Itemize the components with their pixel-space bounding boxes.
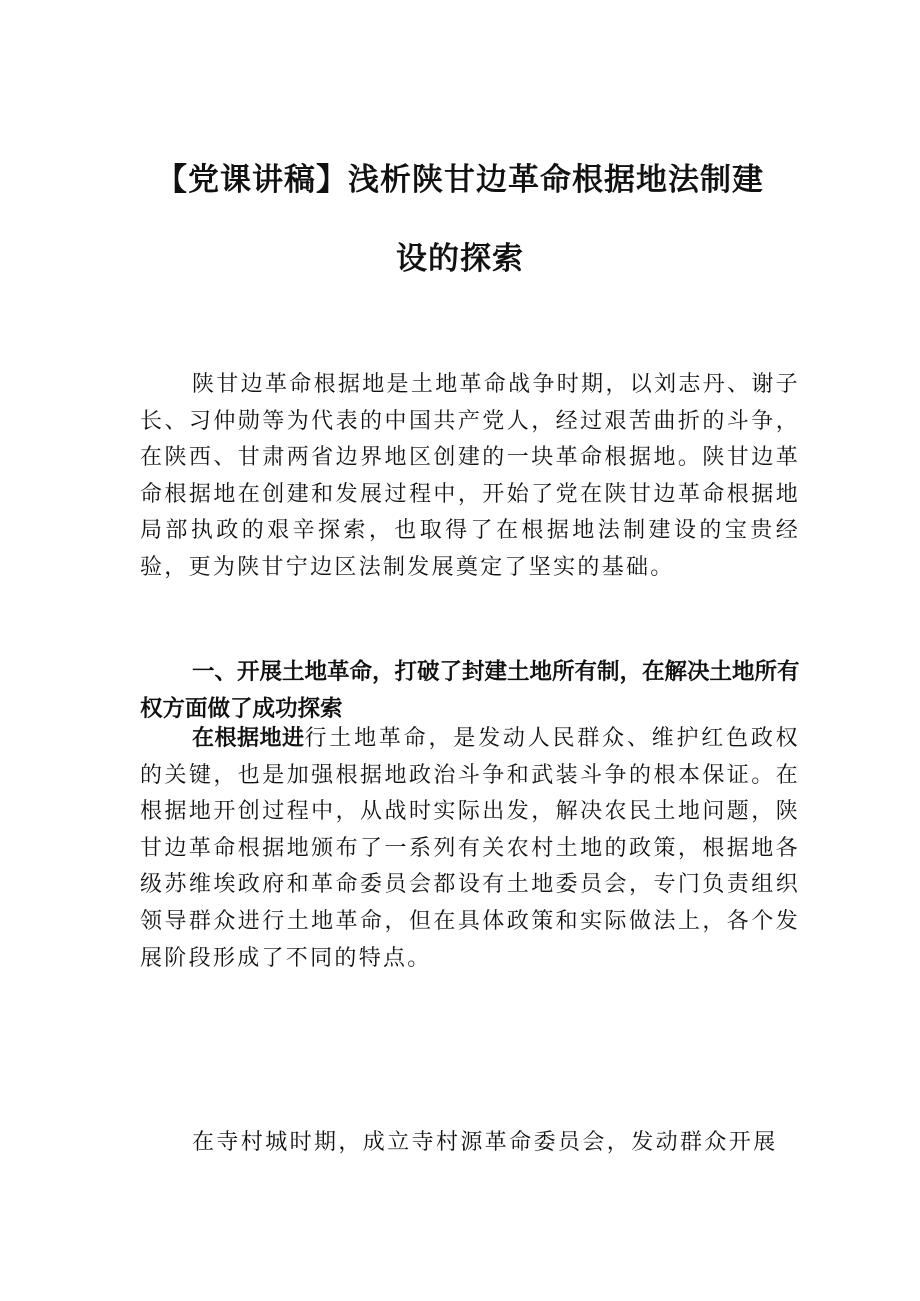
paragraph-land-revolution <box>140 721 800 977</box>
document-title-line-1: 【党课讲稿】浅析陕甘边革命根据地法制建 <box>156 162 764 198</box>
section-heading-1: 一、开展土地革命，打破了封建土地所有制，在解决土地所有权方面做了成功探索 <box>140 659 800 722</box>
paragraph-lead-bold: 在根据地进 <box>192 726 305 751</box>
document-title-line-2: 设的探索 <box>396 241 524 277</box>
paragraph-intro: 陕甘边革命根据地是土地革命战争时期，以刘志丹、谢子长、习仲勋等为代表的中国共产党人，经过艰苦曲折的斗争，在陕西、甘肃两省边界地区创建的一块革命根据地。陕甘边革命根据地在创建和发展过程中，开始了党在陕甘边革命根据地局部执政的艰辛探索，也取得了在根据地法制建设的宝贵经验，更为陕甘宁边区法制发展奠定了坚实的基础。 <box>140 372 800 580</box>
paragraph-body: 行土地革命，是发动人民群众、维护红色政权的关键，也是加强根据地政治斗争和武装斗争的根本保证。在根据地开创过程中，从战时实际出发，解决农民土地问题，陕甘边革命根据地颁布了一系列有关农村土地的政策，根据地各级苏维埃政府和革命委员会都设有土地委员会，专门负责组织领导群众进行土地革命，但在具体政策和实际做法上，各个发展阶段形成了不同的特点。 <box>140 726 800 971</box>
paragraph-sicuncheng: 在寺村城时期，成立寺村源革命委员会，发动群众开展 <box>192 1130 778 1155</box>
